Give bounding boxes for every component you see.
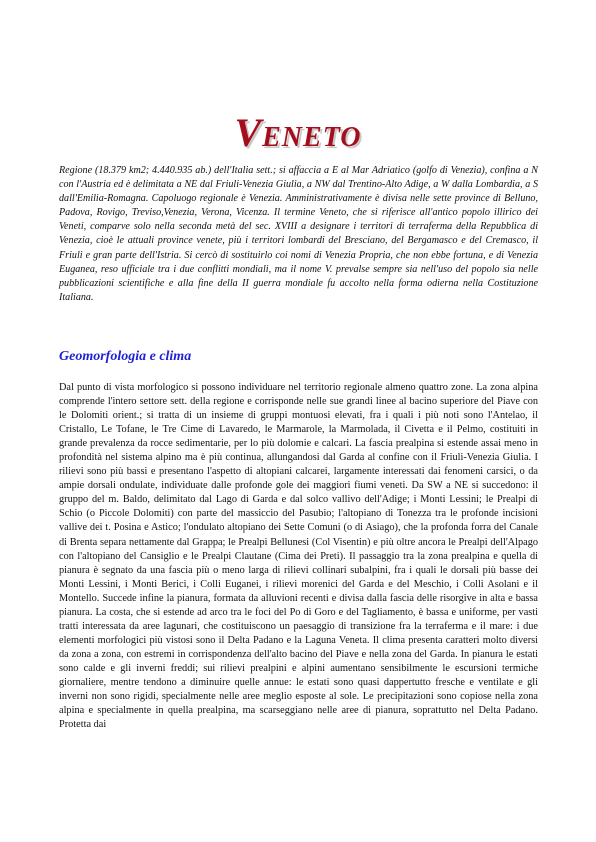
document-title: Veneto: [234, 109, 362, 155]
intro-paragraph: Regione (18.379 km2; 4.440.935 ab.) dell'Italia sett.; si affaccia a E al Mar Adriatico (golfo di Venezia), confina a N con l'Austria ed è delimitata a NE dal Friuli-Venezia Giulia, a NW dal Trentino-Alto Adige, a W dalla Lombardia, a S dall'Emilia-Romagna. Capoluogo regionale è Venezia. Amministrativamente è divisa nelle sette province di Belluno, Padova, Rovigo, Treviso,Venezia, Verona, Vicenza. Il termine Veneto, che si riferisce all'antico popolo illirico dei Veneti, comparve solo nella seconda metà del sec. XVIII a designare i territori di terraferma della Repubblica di Venezia, cioè le attuali province venete, più i territori lombardi del Bresciano, del Bergamasco e del Cremasco, il Friuli e gran parte dell'Istria. Si cercò di sostituirlo coi nomi di Venezia Propria, che non ebbe fortuna, e di Venezia Euganea, reso ufficiale tra i due conflitti mondiali, ma il nome V. prevalse sempre sia nell'uso del popolo sia nelle pubblicazioni scientifiche e alla fine della II guerra mondiale fu accolto nella forma odierna nella Costituzione Italiana.: [59, 165, 538, 303]
section-heading: Geomorfologia e clima: [59, 349, 192, 364]
section-body-paragraph: Dal punto di vista morfologico si possono individuare nel territorio regionale almeno quattro zone. La zona alpina comprende l'intero settore sett. della regione e corrisponde nelle sue grandi linee al bacino superiore del Piave con le Dolomiti orient.; si tratta di un insieme di gruppi montuosi elevati, fra i quali i più noti sono l'Antelao, il Cristallo, Le Tofane, le Tre Cime di Lavaredo, le Marmarole, la Marmolada, il Civetta e il Pelmo, costituiti in grande prevalenza da rocce sedimentarie, per lo più dolomie e calcari. La fascia prealpina si estende assai meno in profondità nel sistema alpino ma è più continua, allungandosi dal Garda al confine con il Friuli-Venezia Giulia. I rilievi sono più bassi e presentano l'aspetto di altopiani calcarei, largamente interessati dai fenomeni carsici, o da ampie dorsali ondulate, individuate dalle profonde gole dei maggiori fiumi veneti. Da SW a NE si succedono: il gruppo del m. Baldo, delimitato dal Lago di Garda e dal solco vallivo dell'Adige; i Monti Lessini; le Prealpi di Schio (o Piccole Dolomiti) con parte del massiccio del Pasubio; l'altopiano di Tonezza tra le profonde incisioni vallive dei t. Posina e Astico; l'ondulato altopiano dei Sette Comuni (o di Asiago), che la profonda forra del Canale di Brenta separa nettamente dal Grappa; le Prealpi Bellunesi (Col Visentin) e più oltre ancora le Prealpi dell'Alpago con l'altopiano del Cansiglio e le Prealpi Clautane (Cima dei Preti). Il passaggio tra la zona prealpina e quella di pianura è segnato da una fascia più o meno larga di rilievi collinari subalpini, fra i quali le dorsali più basse dei Monti Lessini, i Monti Berici, i Colli Euganei, i rilievi morenici del Garda e del Meschio, i Colli Asolani e il Montello. Succede infine la pianura, formata da alluvioni recenti e divisa dalla fascia delle risorgive in alta e bassa pianura. La costa, che si estende ad arco tra le foci del Po di Goro e del Tagliamento, è bassa e uniforme, per vasti tratti interessata da aree lagunari, che costituiscono un paesaggio di transizione fra la terraferma e il mare: i due elementi morfologici più vistosi sono il Delta Padano e la Laguna Veneta. Il clima presenta caratteri molto diversi da zona a zona, con estremi in corrispondenza dell'alto bacino del Piave e nella zona del Garda. In pianura le estati sono calde e gli inverni freddi; sui rilievi prealpini e alpini aumentano sensibilmente le escursioni termiche giornaliere, mentre tendono a diminuire quelle annue: le estati sono quasi dappertutto fresche e ventilate e gli inverni non sono rigidi, specialmente nelle aree meglio esposte al sole. Le precipitazioni sono copiose nella zona alpina e specialmente in quella prealpina, ma scarseggiano nelle aree di pianura, soprattutto nel Delta Padano. Protetta dai: [59, 382, 538, 731]
